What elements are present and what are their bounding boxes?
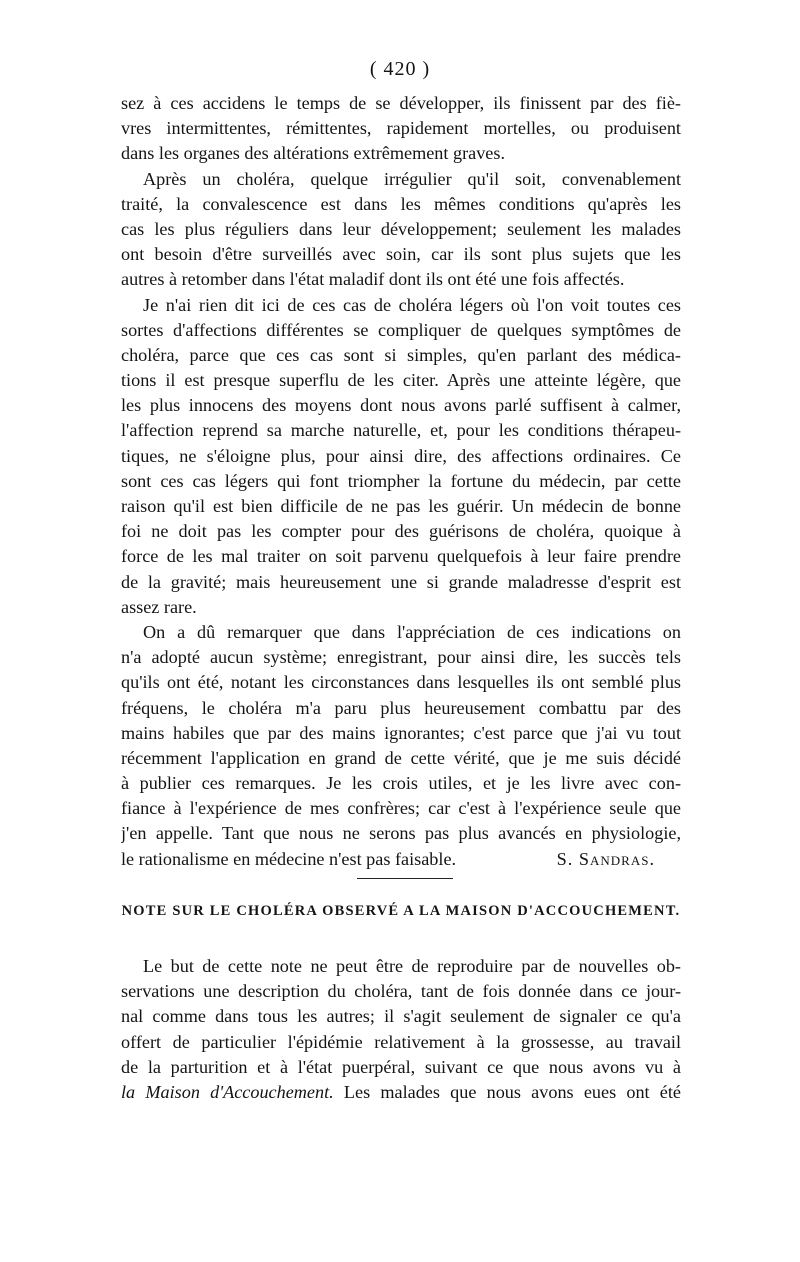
text-line: à publier ces remarques. Je les crois utiles, et je les livre avec con- [121, 773, 681, 794]
text-line: force de les mal traiter on soit parvenu quelquefois à leur faire prendre [121, 546, 681, 567]
text-line: de la gravité; mais heureusement une si grande maladresse d'esprit est [121, 571, 681, 592]
text-line [121, 1080, 681, 1105]
text-line: foi ne doit pas les compter pour des guérisons de choléra, quoique à [121, 521, 681, 542]
text-line: de la parturition et à l'état puerpéral, suivant ce que nous avons vu à [121, 1056, 681, 1077]
text-line: Je n'ai rien dit ici de ces cas de choléra légers où l'on voit toutes ces [143, 294, 681, 315]
lower-text-block [121, 954, 681, 1105]
closing-text: le rationalisme en médecine n'est pas faisable. [121, 848, 457, 869]
text-line: cas les plus réguliers dans leur développement; seulement les malades [121, 218, 681, 239]
closing-line [121, 847, 681, 872]
text-line: dans les organes des altérations extrêmement graves. [121, 143, 505, 164]
page-number: ( 420 ) [369, 58, 431, 80]
text-line: tiques, ne s'éloigne plus, pour ainsi dire, des affections ordinaires. Ce [121, 445, 681, 466]
text-line: qu'ils ont été, notant les circonstances dans lesquelles ils ont semblé plus [121, 672, 681, 693]
upper-text-block [121, 91, 681, 872]
text-line: autres à retomber dans l'état maladif dont ils ont été une fois affectés. [121, 269, 625, 290]
text-line: Le but de cette note ne peut être de reproduire par de nouvelles ob- [143, 956, 681, 976]
section-divider [357, 878, 453, 879]
text-line: servations une description du choléra, tant de fois donnée dans ce jour- [121, 981, 681, 1002]
text-line: ont besoin d'être surveillés avec soin, car ils sont plus sujets que les [121, 244, 681, 265]
text-line: j'en appelle. Tant que nous ne serons pas plus avancés en physiologie, [121, 823, 681, 844]
text-line: sez à ces accidens le temps de se développer, ils finissent par des fiè- [121, 93, 681, 113]
text-line: les plus innocens des moyens dont nous avons parlé suffisent à calmer, [121, 395, 681, 416]
text-line: offert de particulier l'épidémie relativement à la grossesse, au travail [121, 1031, 681, 1052]
text-line: traité, la convalescence est dans les mêmes conditions qu'après les [121, 193, 681, 214]
text-line: choléra, parce que ces cas sont si simples, qu'en parlant des médica- [121, 344, 681, 365]
text-line: tions il est presque superflu de les citer. Après une atteinte légère, que [121, 370, 681, 391]
text-line: n'a adopté aucun système; enregistrant, pour ainsi dire, les succès tels [121, 647, 681, 668]
text-line: l'affection reprend sa marche naturelle, et, pour les conditions thérapeu- [121, 420, 681, 441]
text-line: nal comme dans tous les autres; il s'agit seulement de signaler ce qu'a [121, 1006, 681, 1027]
text-line: mains habiles que par des mains ignorantes; c'est parce que j'ai vu tout [121, 722, 681, 743]
text-line: Après un choléra, quelque irrégulier qu'il soit, convenablement [143, 168, 681, 189]
text-line: récemment l'application en grand de cette vérité, que je me suis décidé [121, 747, 681, 768]
text-line: fiance à l'expérience de mes confrères; car c'est à l'expérience seule que [121, 798, 681, 819]
text-line: raison qu'il est bien difficile de ne pas les guérir. Un médecin de bonne [121, 496, 681, 516]
text-line: fréquens, le choléra m'a paru plus heureusement combattu par des [121, 697, 681, 718]
text-line: assez rare. [121, 596, 197, 617]
maison-title: la Maison d'Accouchement. [121, 1081, 334, 1102]
text-line: On a dû remarquer que dans l'appréciation de ces indications on [143, 621, 681, 642]
text-line: sortes d'affections différentes se compliquer de quelques symptômes de [121, 319, 681, 340]
author-signature: S. Sandras. [556, 848, 655, 869]
section-title: NOTE SUR LE CHOLÉRA OBSERVÉ A LA MAISON D'ACCOUCHEMENT. [121, 903, 681, 919]
text-fragment: Les malades que nous avons eues ont été [333, 1081, 681, 1102]
text-line: vres intermittentes, rémittentes, rapidement mortelles, ou produisent [121, 118, 681, 139]
text-line: sont ces cas légers qui font triompher la fortune du médecin, par cette [121, 470, 681, 491]
